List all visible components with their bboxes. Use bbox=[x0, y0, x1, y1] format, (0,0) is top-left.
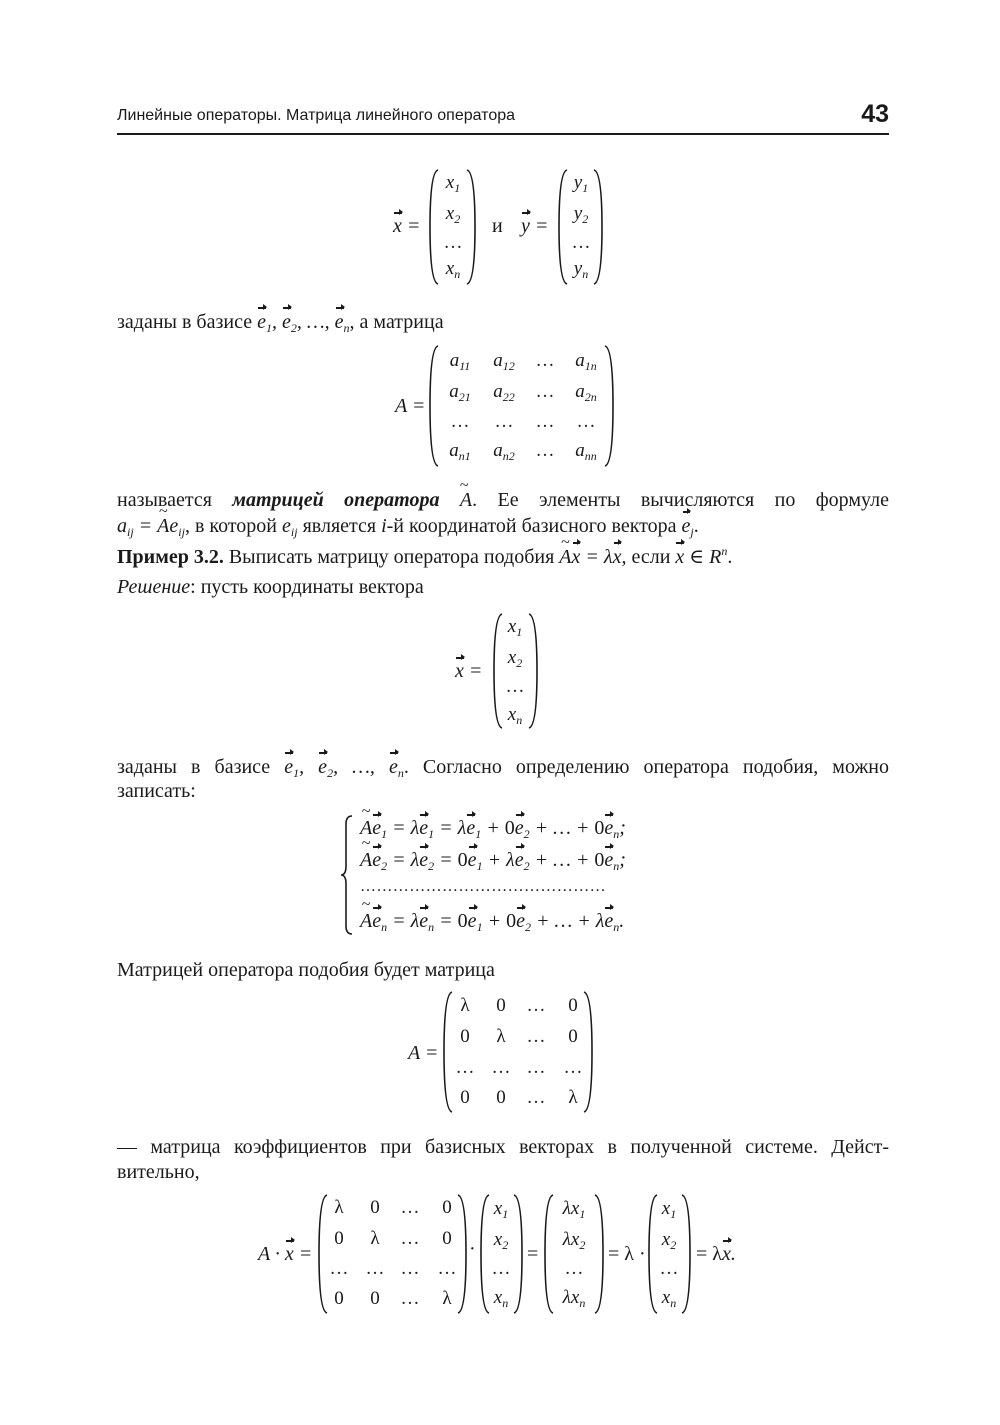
y-entry-1: $y_1$ bbox=[573, 172, 589, 195]
x-entry-2: $x_2$ bbox=[445, 203, 461, 226]
dot-operator: · bbox=[469, 1238, 476, 1260]
x-vector-lhs: x = bbox=[393, 215, 421, 237]
system-equation-2: ~ $Ae_2 = \lambda e_2 = 0e_1 + \lambda e_2$ + … + $0e_n$; bbox=[360, 849, 626, 872]
equals-sign: = bbox=[527, 1243, 539, 1265]
matrix-cell: $a_{2n}$ bbox=[575, 381, 597, 404]
x-entry-n: $x_n$ bbox=[661, 1287, 677, 1310]
text-line-formula: $a_{ij}$ = ~ $Ae_{ij}$, в которой $e_{ij}$ является i-й координатой базисного вектора $e_j$. bbox=[117, 514, 699, 538]
right-paren bbox=[592, 168, 604, 286]
matrix-cell: 0 bbox=[496, 995, 506, 1016]
conjunction-and: и bbox=[492, 215, 503, 237]
page-number: 43 bbox=[861, 100, 889, 128]
right-paren bbox=[680, 1193, 692, 1315]
matrix-cell: … bbox=[535, 411, 555, 432]
lambda-x-entry-1: $\lambda x_1$ bbox=[562, 1198, 586, 1221]
matrix-cell: … bbox=[526, 995, 546, 1016]
solution-label: Решение bbox=[117, 576, 191, 598]
example-line: Пример 3.2. Выписать матрицу оператора подобия ~ Ax = λx, если x ∈ $R^n$. bbox=[117, 545, 732, 569]
x-entry-n: $x_n$ bbox=[507, 704, 523, 727]
system-equation-1: ~ $Ae_1 = \lambda e_1 = \lambda e_1 + 0e_2$ + … + $0e_n$; bbox=[360, 817, 626, 840]
running-header bbox=[117, 100, 889, 130]
x-entry-n: $x_n$ bbox=[493, 1287, 509, 1310]
system-equation-n: ~ $Ae_n = \lambda e_n = 0e_1 + 0e_2$ + … + $\lambda e_n$. bbox=[360, 910, 624, 933]
product-result: = λx. bbox=[696, 1243, 736, 1265]
matrix-cell: λ bbox=[568, 1087, 578, 1108]
matrix-a-lhs: A = bbox=[395, 395, 426, 417]
header-title: Линейные операторы. Матрица линейного оператора bbox=[117, 107, 516, 124]
matrix-cell: … bbox=[455, 1057, 475, 1078]
lambda-x-entry-dots: … bbox=[564, 1258, 584, 1279]
text-fragment: , в которой bbox=[184, 515, 283, 537]
y-entry-dots: … bbox=[571, 232, 591, 253]
right-paren bbox=[512, 1193, 524, 1315]
matrix-cell: 0 bbox=[370, 1288, 380, 1309]
matrix-cell: … bbox=[526, 1026, 546, 1047]
x-entry-2: $x_2$ bbox=[493, 1229, 509, 1252]
term-emphasis: матрицей оператора bbox=[232, 489, 440, 511]
matrix-cell: … bbox=[450, 411, 470, 432]
matrix-cell: λ bbox=[334, 1197, 344, 1218]
matrix-cell: 0 bbox=[460, 1087, 470, 1108]
equals-lambda-dot: = λ · bbox=[608, 1243, 646, 1265]
x-entry-dots: … bbox=[491, 1258, 511, 1279]
y-vector-lhs: y = bbox=[521, 215, 549, 237]
left-brace bbox=[340, 814, 354, 941]
text-line-coefficients: — матрица коэффициентов при базисных векторах в полученной системе. Дейст- bbox=[117, 1136, 889, 1158]
matrix-cell: … bbox=[329, 1258, 349, 1279]
matrix-cell: λ bbox=[496, 1026, 506, 1047]
matrix-cell: … bbox=[400, 1197, 420, 1218]
text-line-basis-2: заданы в базисе $e_1$, $e_2$, …, $e_n$. Согласно определению оператора подобия, можно bbox=[117, 756, 889, 780]
x-entry-1: $x_1$ bbox=[493, 1198, 509, 1221]
lambda-x-entry-2: $\lambda x_2$ bbox=[562, 1229, 586, 1252]
text-fragment: является bbox=[297, 515, 382, 537]
matrix-cell: 0 bbox=[496, 1087, 506, 1108]
matrix-cell: 0 bbox=[334, 1228, 344, 1249]
text-fragment: , а матрица bbox=[349, 311, 444, 333]
text-fragment: Выписать матрицу оператора подобия bbox=[223, 546, 560, 568]
x-entry-2: $x_2$ bbox=[661, 1229, 677, 1252]
header-rule bbox=[117, 133, 889, 135]
right-paren bbox=[465, 168, 477, 286]
matrix-cell: … bbox=[535, 381, 555, 402]
matrix-cell: 0 bbox=[442, 1228, 452, 1249]
right-paren bbox=[527, 612, 539, 730]
matrix-cell: 0 bbox=[370, 1197, 380, 1218]
y-entry-2: $y_2$ bbox=[573, 203, 589, 226]
x-entry-n: $x_n$ bbox=[445, 258, 461, 281]
x-vector-lhs: x = bbox=[455, 660, 483, 682]
matrix-cell: … bbox=[535, 350, 555, 371]
matrix-cell: $a_{11}$ bbox=[449, 350, 471, 373]
matrix-cell: $a_{n1}$ bbox=[449, 440, 471, 463]
left-paren bbox=[428, 344, 440, 468]
text-fragment: заданы в базисе bbox=[117, 311, 258, 333]
x-entry-dots: … bbox=[443, 232, 463, 253]
matrix-cell: … bbox=[400, 1288, 420, 1309]
text-line-definition: называется матрицей оператора ~ A. Ее элементы вычисляются по формуле bbox=[117, 488, 889, 512]
text-line-write: записать: bbox=[117, 780, 196, 802]
example-label: Пример 3.2. bbox=[117, 546, 224, 568]
text-fragment: , если bbox=[621, 546, 676, 568]
y-entry-n: $y_n$ bbox=[573, 258, 589, 281]
text-line-matrix-intro: Матрицей оператора подобия будет матрица bbox=[117, 959, 495, 981]
solution-line bbox=[117, 575, 424, 599]
right-paren bbox=[603, 344, 615, 468]
matrix-cell: … bbox=[494, 411, 514, 432]
text-fragment: . Ее элементы вычисляются по формуле bbox=[472, 489, 890, 511]
matrix-lambda-lhs: A = bbox=[408, 1042, 439, 1064]
x-entry-1: $x_1$ bbox=[661, 1198, 677, 1221]
x-entry-1: $x_1$ bbox=[507, 616, 523, 639]
x-entry-dots: … bbox=[659, 1258, 679, 1279]
matrix-cell: … bbox=[535, 440, 555, 461]
matrix-cell: … bbox=[526, 1057, 546, 1078]
lambda-x-entry-n: $\lambda x_n$ bbox=[562, 1287, 586, 1310]
left-paren bbox=[428, 168, 440, 286]
right-paren bbox=[582, 990, 594, 1114]
text-fragment: заданы в базисе bbox=[117, 756, 285, 778]
matrix-cell: $a_{n2}$ bbox=[493, 440, 515, 463]
x-entry-1: $x_1$ bbox=[445, 172, 461, 195]
matrix-cell: … bbox=[400, 1258, 420, 1279]
matrix-cell: 0 bbox=[568, 995, 578, 1016]
text-line-indeed: вительно, bbox=[117, 1161, 200, 1183]
matrix-cell: … bbox=[576, 411, 596, 432]
matrix-cell: λ bbox=[442, 1288, 452, 1309]
matrix-cell: 0 bbox=[568, 1026, 578, 1047]
right-paren bbox=[456, 1193, 468, 1315]
matrix-cell: 0 bbox=[442, 1197, 452, 1218]
text-fragment: -й координатой базисного вектора bbox=[386, 515, 682, 537]
matrix-cell: 0 bbox=[460, 1026, 470, 1047]
matrix-cell: … bbox=[437, 1258, 457, 1279]
matrix-cell: … bbox=[400, 1228, 420, 1249]
right-paren bbox=[593, 1193, 605, 1315]
matrix-cell: 0 bbox=[334, 1288, 344, 1309]
system-dots: ……………………………………… bbox=[360, 878, 606, 895]
x-entry-dots: … bbox=[505, 676, 525, 697]
text-line-basis: заданы в базисе $e_1$, $e_2$, …, $e_n$, а матрица bbox=[117, 311, 444, 335]
matrix-cell: $a_{12}$ bbox=[493, 350, 515, 373]
matrix-cell: λ bbox=[460, 995, 470, 1016]
matrix-cell: $a_{21}$ bbox=[449, 381, 471, 404]
text-fragment: . Согласно определению оператора подобия, можно bbox=[403, 756, 889, 778]
matrix-cell: … bbox=[526, 1087, 546, 1108]
x-entry-2: $x_2$ bbox=[507, 647, 523, 670]
matrix-cell: λ bbox=[370, 1228, 380, 1249]
matrix-cell: $a_{22}$ bbox=[493, 381, 515, 404]
product-lhs: A · x = bbox=[258, 1243, 313, 1265]
matrix-cell: … bbox=[365, 1258, 385, 1279]
text-fragment: : пусть координаты вектора bbox=[190, 576, 424, 598]
matrix-cell: … bbox=[491, 1057, 511, 1078]
matrix-cell: $a_{nn}$ bbox=[575, 440, 597, 463]
matrix-cell: $a_{1n}$ bbox=[575, 350, 597, 373]
matrix-cell: … bbox=[563, 1057, 583, 1078]
text-fragment: называется bbox=[117, 489, 233, 511]
